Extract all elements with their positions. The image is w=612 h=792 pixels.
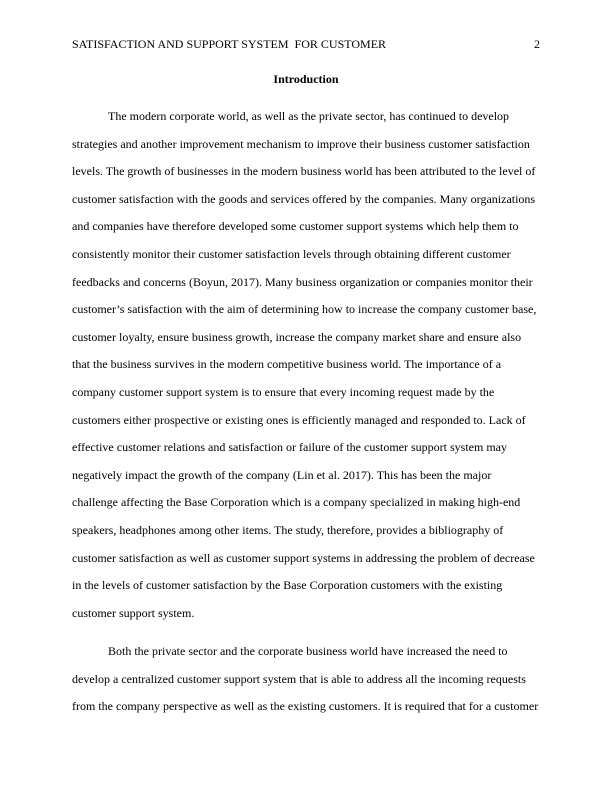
text-line: The modern corporate world, as well as the private sector, has continued to develop (108, 109, 510, 123)
text-line: levels. The growth of businesses in the modern business world has been attributed to the level of (72, 164, 536, 179)
paragraph-1 (72, 108, 540, 632)
running-head: SATISFACTION AND SUPPORT SYSTEM FOR CUSTOMER (72, 37, 387, 51)
text-line: customer loyalty, ensure business growth, increase the company market share and ensure also (72, 329, 522, 344)
text-line: customer’s satisfaction with the aim of determining how to increase the company customer base, (72, 302, 537, 317)
section-title: Introduction (273, 72, 339, 86)
text-line: consistently monitor their customer satisfaction levels through obtaining different customer (72, 246, 511, 261)
text-line: in the levels of customer satisfaction by the Base Corporation customers with the existing (72, 578, 503, 593)
text-line: and companies have therefore developed some customer support systems which help them to (72, 219, 519, 234)
text-line: negatively impact the growth of the company (Lin et al. 2017). This has been the major (72, 467, 492, 482)
text-line: Both the private sector and the corporate business world have increased the need to (108, 644, 508, 658)
text-line: feedbacks and concerns (Boyun, 2017). Many business organization or companies monitor their (72, 274, 533, 289)
text-line: from the company perspective as well as the existing customers. It is required that for a customer (72, 699, 539, 714)
text-line: effective customer relations and satisfaction or failure of the customer support system may (72, 440, 507, 455)
text-line: speakers, headphones among other items. The study, therefore, provides a bibliography of (72, 522, 504, 537)
text-line: company customer support system is to ensure that every incoming request made by the (72, 384, 495, 399)
text-line: challenge affecting the Base Corporation which is a company specialized in making high-end (72, 495, 521, 510)
text-line: that the business survives in the modern competitive business world. The importance of a (72, 357, 502, 372)
text-line: customer support system. (72, 605, 195, 620)
page-number: 2 (534, 37, 540, 51)
paragraph-2 (72, 643, 540, 726)
text-line: strategies and another improvement mechanism to improve their business customer satisfaction (72, 136, 530, 151)
text-line: customers either prospective or existing ones is efficiently managed and responded to. Lack of (72, 412, 526, 427)
text-line: customer satisfaction with the goods and services offered by the companies. Many organizations (72, 191, 536, 206)
text-line: develop a centralized customer support system that is able to address all the incoming requests (72, 671, 526, 686)
text-line: customer satisfaction as well as customer support systems in addressing the problem of decrease (72, 550, 535, 565)
